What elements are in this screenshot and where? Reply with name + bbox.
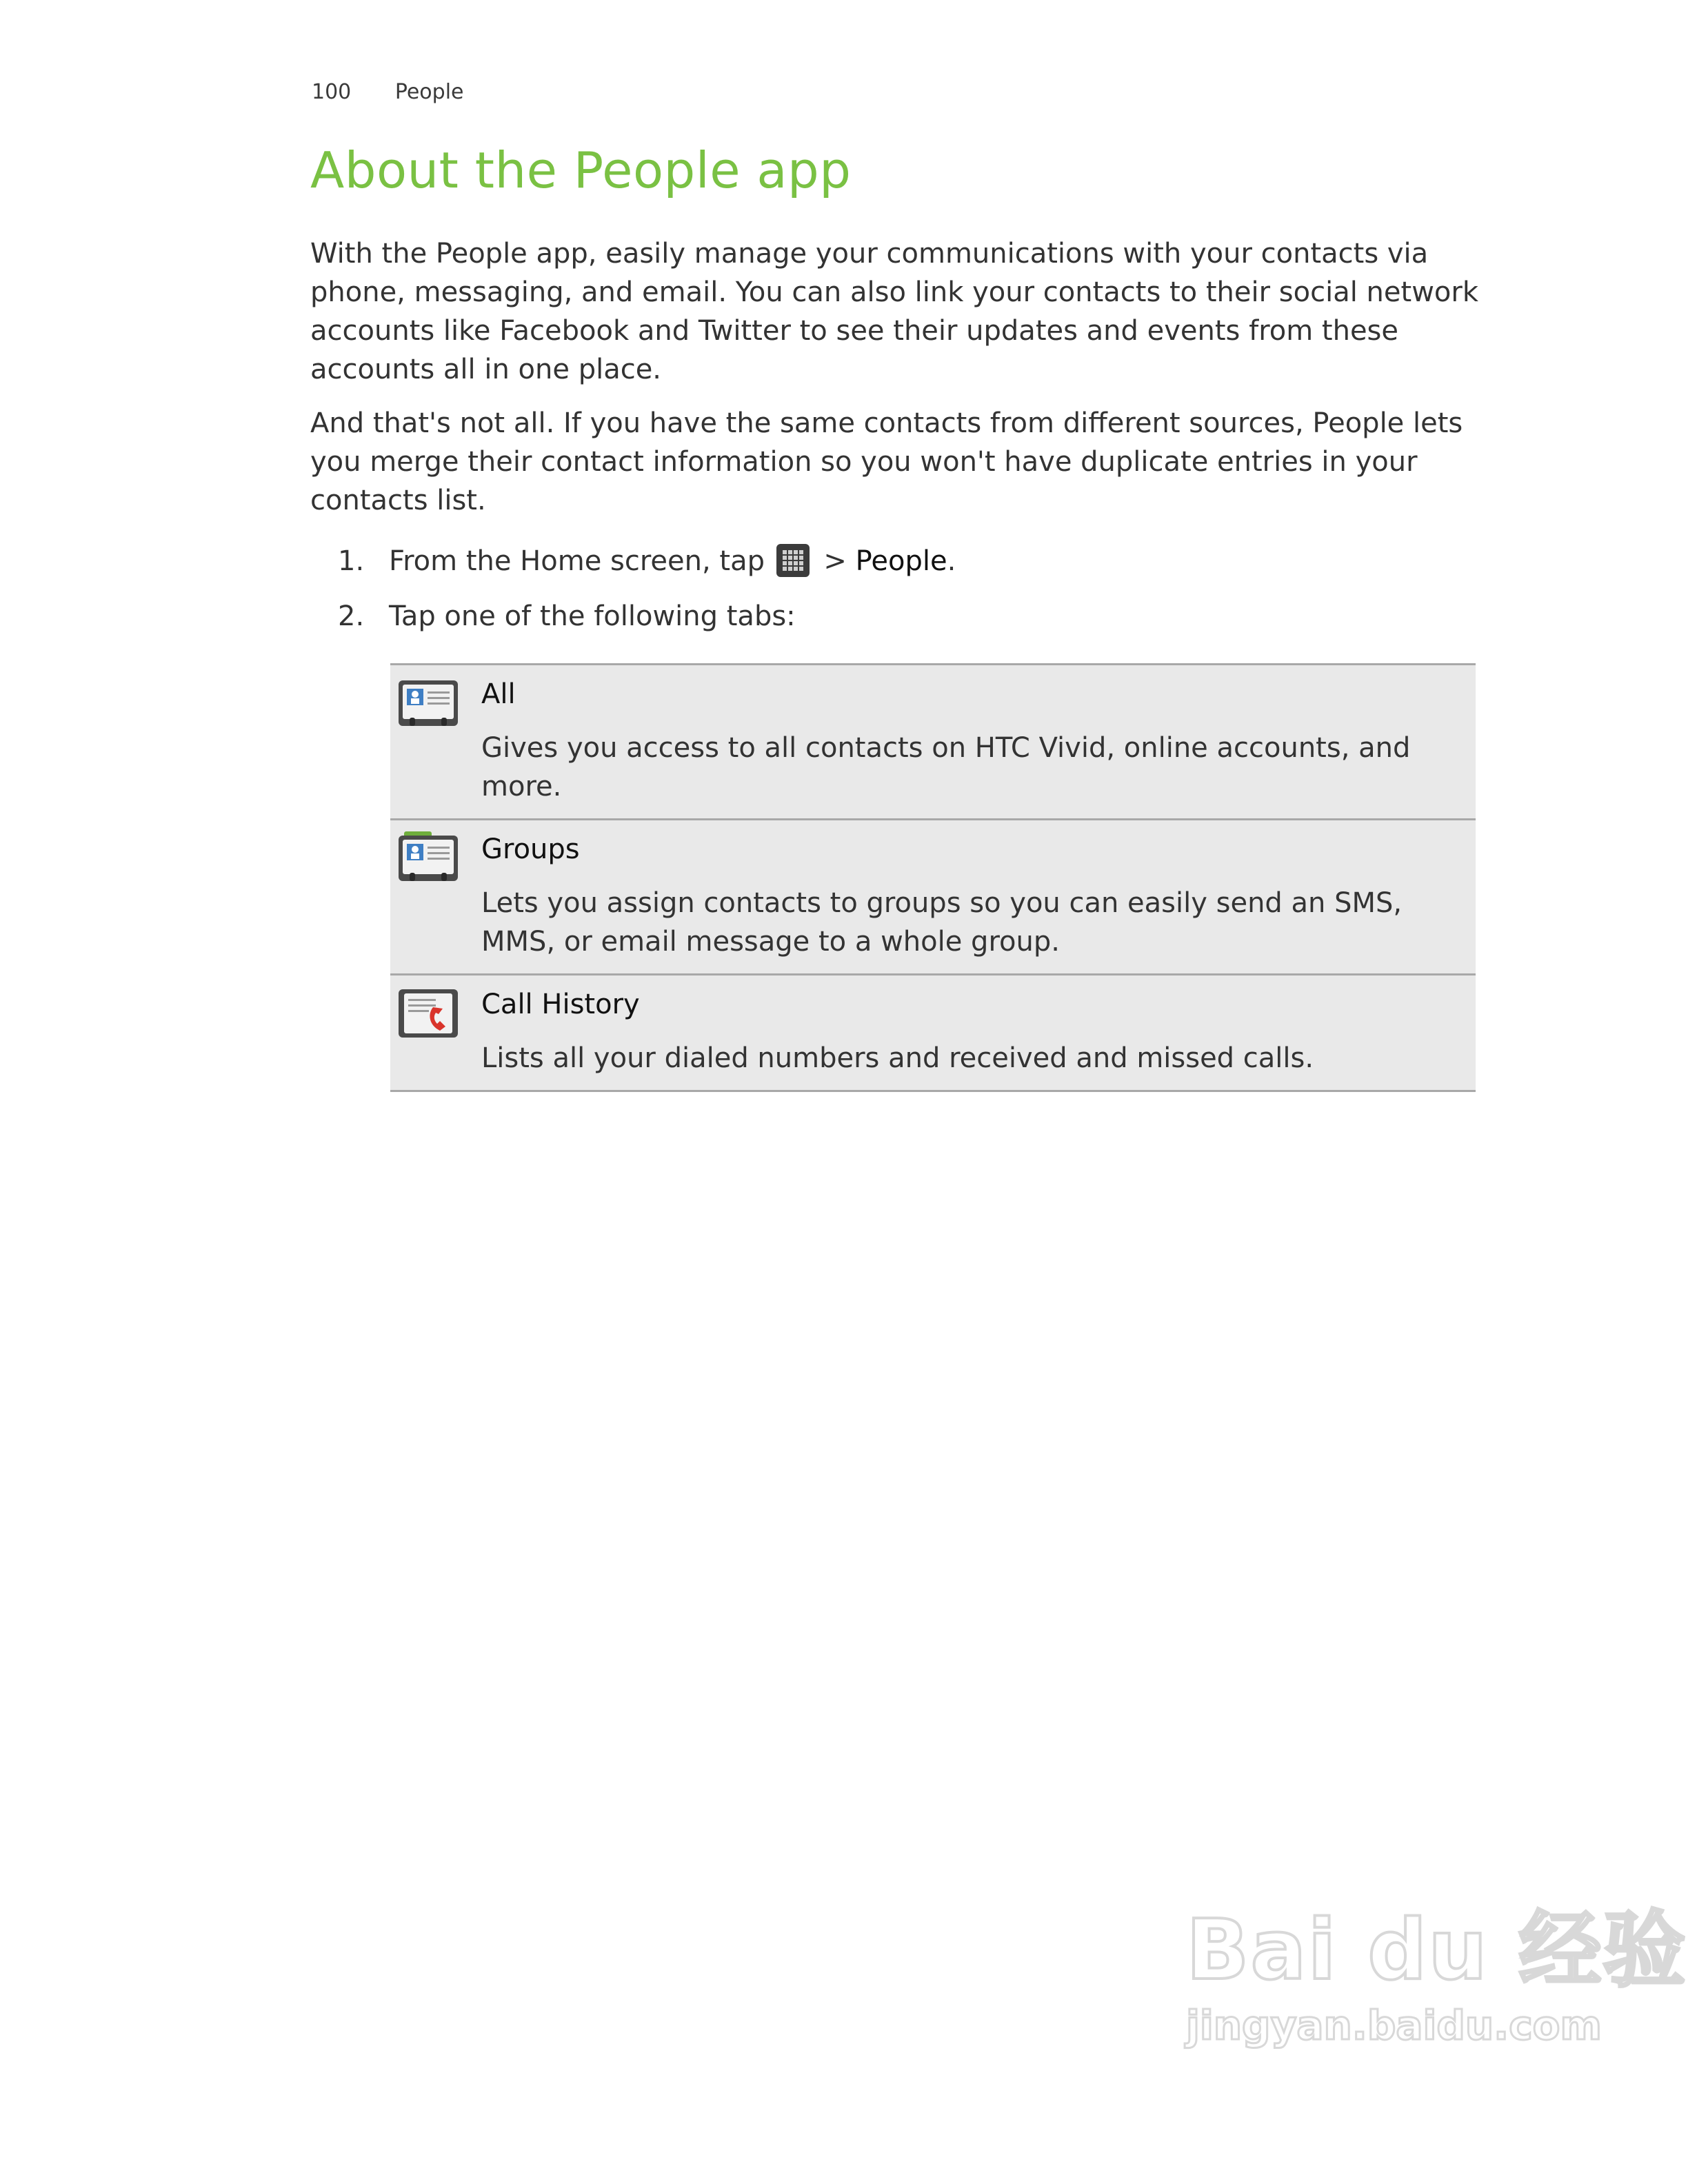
people-link-text: People (855, 545, 947, 577)
step-text: Tap one of the following tabs: (389, 600, 796, 632)
tab-desc-all: Gives you access to all contacts on HTC Vivid, online accounts, and more. (481, 732, 1411, 802)
page-number: 100 (312, 80, 352, 104)
tab-desc-groups: Lets you assign contacts to groups so you can easily send an SMS, MMS, or email message to a whole group. (481, 887, 1403, 958)
contacts-card-icon (397, 676, 459, 729)
text-cell (473, 820, 1476, 975)
page-title: About the People app (310, 141, 852, 199)
step-number: 2. (338, 600, 365, 632)
step-end: . (947, 545, 956, 577)
step-2 (338, 597, 796, 636)
icon-cell (390, 665, 473, 820)
watermark-logo: Bai du 经验 (1186, 1903, 1687, 1999)
all-apps-icon (776, 544, 810, 577)
watermark-url: jingyan.baidu.com (1186, 2002, 1602, 2049)
tab-desc-call-history: Lists all your dialed numbers and received and missed calls. (481, 1042, 1314, 1074)
step-text: From the Home screen, tap (389, 545, 765, 577)
icon-cell (390, 820, 473, 975)
tabs-table (390, 663, 1476, 1092)
tab-name-all: All (481, 678, 516, 710)
merge-paragraph: And that's not all. If you have the same contacts from different sources, People lets you merge their contact information so you won't have duplicate entries in your contacts list. (310, 407, 1463, 516)
step-number: 1. (338, 545, 365, 577)
step-1 (338, 542, 956, 580)
table-row (390, 665, 1476, 820)
text-cell (473, 975, 1476, 1091)
tab-name-call-history: Call History (481, 989, 640, 1020)
text-cell (473, 665, 1476, 820)
call-history-icon (397, 987, 459, 1039)
baidu-watermark (1186, 1903, 1687, 2049)
running-header (312, 80, 463, 104)
table-row (390, 820, 1476, 975)
intro-paragraph: With the People app, easily manage your communications with your contacts via phone, messaging, and email. You can also link your contacts to their social network accounts like Facebook and Twitter to see their updates and events from these accounts all in one place. (310, 238, 1478, 385)
step-separator: > (814, 545, 856, 577)
icon-cell (390, 975, 473, 1091)
groups-card-icon (397, 831, 459, 884)
tab-name-groups: Groups (481, 833, 580, 865)
table-row (390, 975, 1476, 1091)
section-name: People (394, 80, 464, 104)
